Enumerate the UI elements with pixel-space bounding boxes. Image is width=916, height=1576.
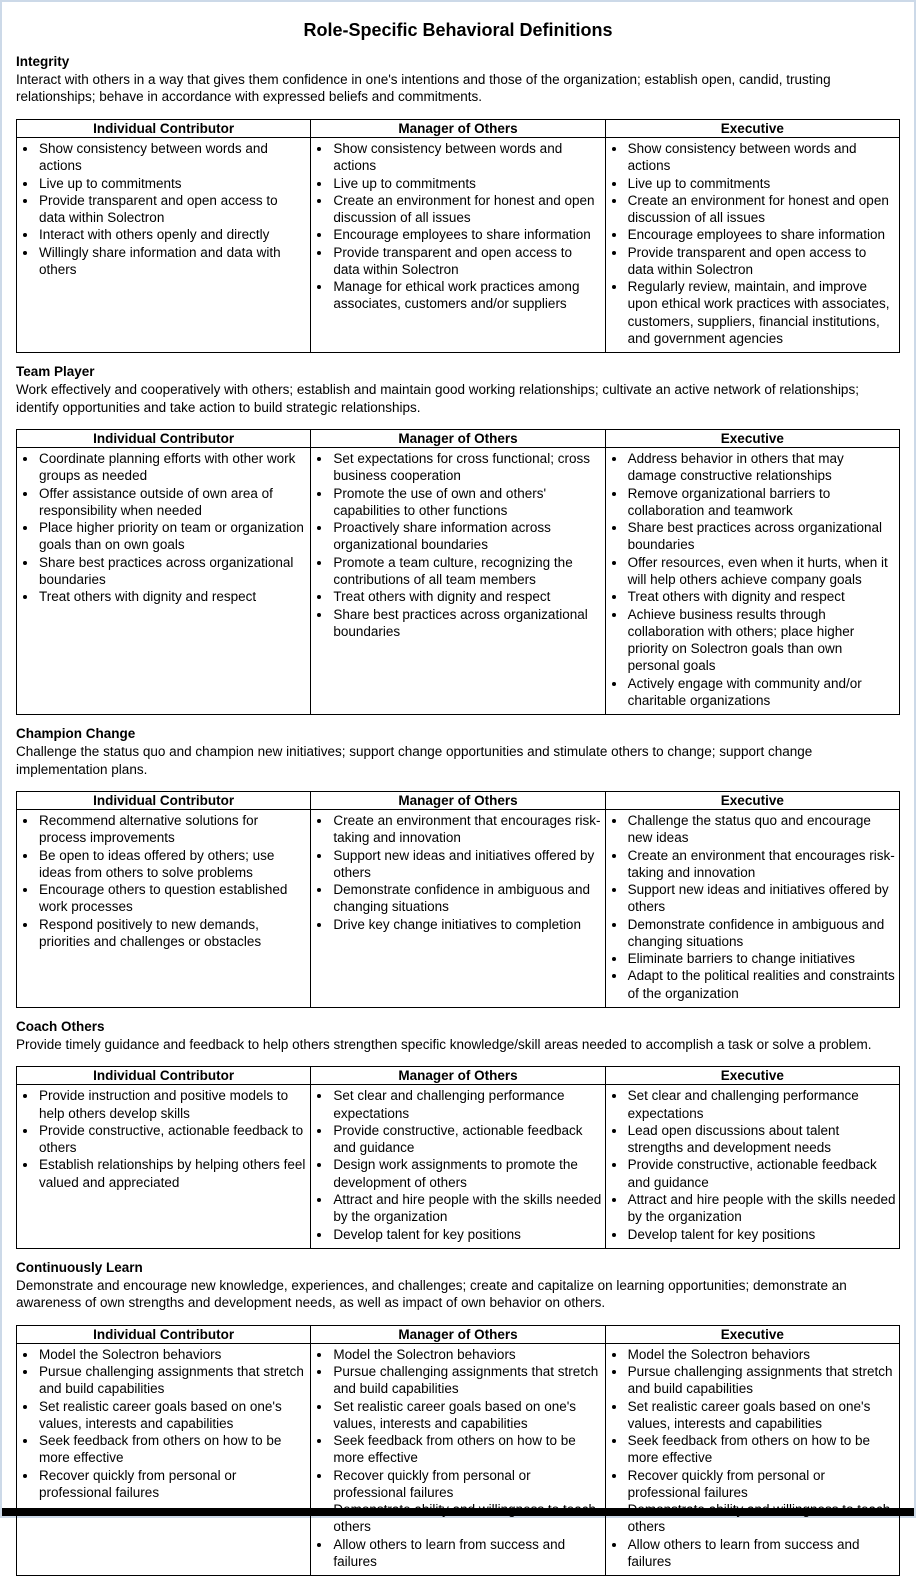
bullet-item: • Design work assignments to promote the development of others (332, 1156, 601, 1191)
section-team-player (16, 364, 900, 715)
bullet-item: • Live up to commitments (627, 175, 896, 192)
table-header-row (17, 792, 900, 810)
bullet-item: • Provide transparent and open access to data within Solectron (38, 192, 307, 227)
table-header-row (17, 119, 900, 137)
bullet-list (314, 1346, 601, 1570)
col-header-manager-of-others: Manager of Others (311, 119, 605, 137)
bullet-item: • Create an environment for honest and open discussion of all issues (627, 192, 896, 227)
bullet-item: • others (627, 1501, 896, 1536)
bullet-item: • Recover quickly from personal or professional failures (38, 1467, 307, 1502)
col-header-executive: Executive (605, 1067, 899, 1085)
bullet-item: • Lead open discussions about talent strengths and development needs (627, 1122, 896, 1157)
bullet-item: • Show consistency between words and actions (627, 140, 896, 175)
bullet-item: • Model the Solectron behaviors (332, 1346, 601, 1363)
section-champion-change (16, 726, 900, 1008)
bullet-item: • Recommend alternative solutions for process improvements (38, 812, 307, 847)
bullet-item: • others (332, 1501, 601, 1536)
bullet-item: • Coordinate planning efforts with other work groups as needed (38, 450, 307, 485)
bullet-item: • Demonstrate confidence in ambiguous and changing situations (627, 916, 896, 951)
table-header-row (17, 1067, 900, 1085)
cell-manager-of-others (311, 448, 605, 715)
col-header-manager-of-others: Manager of Others (311, 1325, 605, 1343)
section-integrity (16, 54, 900, 353)
cell-executive (605, 1085, 899, 1248)
bullet-list (20, 450, 307, 605)
bullet-item: • Live up to commitments (38, 175, 307, 192)
cell-individual-contributor (17, 810, 311, 1008)
col-header-executive: Executive (605, 792, 899, 810)
bullet-list (314, 1087, 601, 1242)
bullet-item: • Actively engage with community and/or charitable organizations (627, 675, 896, 710)
bullet-item: • Provide constructive, actionable feedback to others (38, 1122, 307, 1157)
table-header-row (17, 430, 900, 448)
section-continuously-learn (16, 1260, 900, 1576)
bullet-item: • Be open to ideas offered by others; use ideas from others to solve problems (38, 847, 307, 882)
section-heading: Champion Change (16, 726, 136, 742)
bullet-item: • Treat others with dignity and respect (38, 588, 307, 605)
bullet-item: • Allow others to learn from success and failures (332, 1536, 601, 1571)
bullet-item: • Seek feedback from others on how to be more effective (38, 1432, 307, 1467)
bullet-item: • Challenge the status quo and encourage new ideas (627, 812, 896, 847)
col-header-executive: Executive (605, 119, 899, 137)
bullet-item: • Offer resources, even when it hurts, when it will help others achieve company goals (627, 554, 896, 589)
bullet-item: • Interact with others openly and directly (38, 226, 307, 243)
bullet-list (609, 450, 896, 709)
bullet-item: • Set clear and challenging performance expectations (627, 1087, 896, 1122)
col-header-individual-contributor: Individual Contributor (17, 1067, 311, 1085)
col-header-individual-contributor: Individual Contributor (17, 430, 311, 448)
page-title: Role-Specific Behavioral Definitions (303, 20, 613, 40)
cell-individual-contributor (17, 448, 311, 715)
bullet-list (314, 140, 601, 313)
bullet-list (20, 812, 307, 950)
bullet-item: • Share best practices across organizational boundaries (332, 606, 601, 641)
bullet-item: • Eliminate barriers to change initiatives (627, 950, 896, 967)
cell-executive (605, 810, 899, 1008)
cell-manager-of-others (311, 810, 605, 1008)
bullet-list (20, 140, 307, 278)
bullet-item: • Model the Solectron behaviors (627, 1346, 896, 1363)
bullet-item: • Establish relationships by helping others feel valued and appreciated (38, 1156, 307, 1191)
bullet-item: • Develop talent for key positions (627, 1226, 896, 1243)
bullet-item: • Promote the use of own and others' capabilities to other functions (332, 485, 601, 520)
behavior-table-champion-change (16, 791, 900, 1008)
section-description: Provide timely guidance and feedback to help others strengthen specific knowledge/skill areas needed to accomplish a task or solve a problem. (16, 1036, 872, 1052)
section-description: Demonstrate and encourage new knowledge, experiences, and challenges; create and capitalize on learning opportunities; demonstrate an awareness of own strengths and development needs, as well as impact of own behavior on others. (16, 1277, 847, 1311)
section-heading: Integrity (16, 54, 70, 69)
bullet-item: • Drive key change initiatives to completion (332, 916, 601, 933)
section-description: Work effectively and cooperatively with others; establish and maintain good working relationships; cultivate an active network of relationships; identify opportunities and take action to build strategic relationships. (16, 382, 859, 415)
table-header-row (17, 1325, 900, 1343)
bullet-item: • Treat others with dignity and respect (627, 588, 896, 605)
bullet-list (609, 140, 896, 347)
bullet-item: • Recover quickly from personal or professional failures (332, 1467, 601, 1502)
table-body-row (17, 448, 900, 715)
bullet-item: • Develop talent for key positions (332, 1226, 601, 1243)
bullet-item: • Share best practices across organizational boundaries (38, 554, 307, 589)
section-heading: Coach Others (16, 1019, 105, 1034)
bullet-item: • Regularly review, maintain, and improve upon ethical work practices with associates, customers, suppliers, financial institutions, and government agencies (627, 278, 896, 347)
bullet-list (609, 812, 896, 1002)
table-body-row (17, 137, 900, 352)
behavior-table-continuously-learn (16, 1325, 900, 1576)
cell-individual-contributor (17, 1343, 311, 1575)
bullet-item: • Seek feedback from others on how to be more effective (332, 1432, 601, 1467)
col-header-executive: Executive (605, 1325, 899, 1343)
bullet-item: • Share best practices across organizational boundaries (627, 519, 896, 554)
bullet-item: • Set realistic career goals based on one's values, interests and capabilities (38, 1398, 307, 1433)
section-description: Challenge the status quo and champion new initiatives; support change opportunities and stimulate others to change; support change implementation plans. (16, 743, 813, 777)
behavior-table-team-player (16, 429, 900, 715)
col-header-manager-of-others: Manager of Others (311, 792, 605, 810)
bullet-item: • Show consistency between words and actions (38, 140, 307, 175)
bullet-item: • Live up to commitments (332, 175, 601, 192)
bullet-list (314, 812, 601, 933)
bullet-item: • Set expectations for cross functional; cross business cooperation (332, 450, 601, 485)
cell-manager-of-others (311, 1085, 605, 1248)
col-header-executive: Executive (605, 430, 899, 448)
cell-executive (605, 1343, 899, 1575)
col-header-manager-of-others: Manager of Others (311, 430, 605, 448)
bullet-item: • Allow others to learn from success and failures (627, 1536, 896, 1571)
bullet-list (609, 1346, 896, 1570)
bullet-item: • Willingly share information and data with others (38, 244, 307, 279)
cell-manager-of-others (311, 137, 605, 352)
bullet-item: • Provide constructive, actionable feedback and guidance (627, 1156, 896, 1191)
table-body-row (17, 810, 900, 1008)
section-heading: Continuously Learn (16, 1259, 143, 1275)
bullet-item: • Treat others with dignity and respect (332, 588, 601, 605)
behavior-table-coach-others (16, 1066, 900, 1248)
cell-manager-of-others (311, 1343, 605, 1575)
bullet-list (20, 1087, 307, 1191)
cell-individual-contributor (17, 1085, 311, 1248)
bullet-item: • Create an environment for honest and open discussion of all issues (332, 192, 601, 227)
bullet-item: • Set clear and challenging performance expectations (332, 1087, 601, 1122)
bullet-item: • Attract and hire people with the skills needed by the organization (332, 1191, 601, 1226)
bullet-item: • Offer assistance outside of own area of responsibility when needed (38, 485, 307, 520)
bullet-item: • Encourage employees to share information (627, 226, 896, 243)
bullet-item: • Pursue challenging assignments that stretch and build capabilities (627, 1363, 896, 1398)
bullet-item: • Attract and hire people with the skills needed by the organization (627, 1191, 896, 1226)
bullet-item: • Pursue challenging assignments that stretch and build capabilities (332, 1363, 601, 1398)
bullet-item: • Provide transparent and open access to data within Solectron (332, 244, 601, 279)
bullet-list (314, 450, 601, 640)
bullet-item: • Set realistic career goals based on one's values, interests and capabilities (627, 1398, 896, 1433)
col-header-individual-contributor: Individual Contributor (17, 792, 311, 810)
bullet-item: • Set realistic career goals based on one's values, interests and capabilities (332, 1398, 601, 1433)
bullet-item: • Provide constructive, actionable feedback and guidance (332, 1122, 601, 1157)
page-bottom-edge (2, 1508, 914, 1516)
bullet-item: • Seek feedback from others on how to be more effective (627, 1432, 896, 1467)
bullet-item: • Provide transparent and open access to data within Solectron (627, 244, 896, 279)
bullet-item: • Address behavior in others that may damage constructive relationships (627, 450, 896, 485)
bullet-item: • Remove organizational barriers to collaboration and teamwork (627, 485, 896, 520)
bullet-item: • Demonstrate confidence in ambiguous and changing situations (332, 881, 601, 916)
bullet-item: • Support new ideas and initiatives offered by others (627, 881, 896, 916)
bullet-item: • Place higher priority on team or organization goals than on own goals (38, 519, 307, 554)
bullet-list (20, 1346, 307, 1501)
bullet-item: • Pursue challenging assignments that stretch and build capabilities (38, 1363, 307, 1398)
bullet-item: • Promote a team culture, recognizing the contributions of all team members (332, 554, 601, 589)
bullet-item: • Respond positively to new demands, priorities and challenges or obstacles (38, 916, 307, 951)
bullet-item: • Manage for ethical work practices among associates, customers and/or suppliers (332, 278, 601, 313)
col-header-individual-contributor: Individual Contributor (17, 119, 311, 137)
bullet-item: • Achieve business results through collaboration with others; place higher priority on Solectron goals than own personal goals (627, 606, 896, 675)
bullet-item: • Show consistency between words and actions (332, 140, 601, 175)
bullet-item: • Create an environment that encourages risk-taking and innovation (332, 812, 601, 847)
bullet-item: • Create an environment that encourages risk-taking and innovation (627, 847, 896, 882)
col-header-individual-contributor: Individual Contributor (17, 1325, 311, 1343)
bullet-item: • Provide instruction and positive models to help others develop skills (38, 1087, 307, 1122)
bullet-item: • Encourage others to question established work processes (38, 881, 307, 916)
section-coach-others (16, 1019, 900, 1249)
bullet-item: • Model the Solectron behaviors (38, 1346, 307, 1363)
bullet-item: • Adapt to the political realities and constraints of the organization (627, 967, 896, 1002)
section-description: Interact with others in a way that gives them confidence in one's intentions and those of the organization; establish open, candid, trusting relationships; behave in accordance with expressed beliefs and commitments. (16, 71, 831, 105)
bullet-item: • Encourage employees to share information (332, 226, 601, 243)
bullet-item: • Proactively share information across organizational boundaries (332, 519, 601, 554)
bullet-item: • Support new ideas and initiatives offered by others (332, 847, 601, 882)
cell-executive (605, 448, 899, 715)
cell-individual-contributor (17, 137, 311, 352)
table-body-row (17, 1085, 900, 1248)
bullet-item: • Recover quickly from personal or professional failures (627, 1467, 896, 1502)
bullet-list (609, 1087, 896, 1242)
table-body-row (17, 1343, 900, 1575)
section-heading: Team Player (16, 364, 95, 380)
cell-executive (605, 137, 899, 352)
col-header-manager-of-others: Manager of Others (311, 1067, 605, 1085)
behavior-table-integrity (16, 119, 900, 353)
